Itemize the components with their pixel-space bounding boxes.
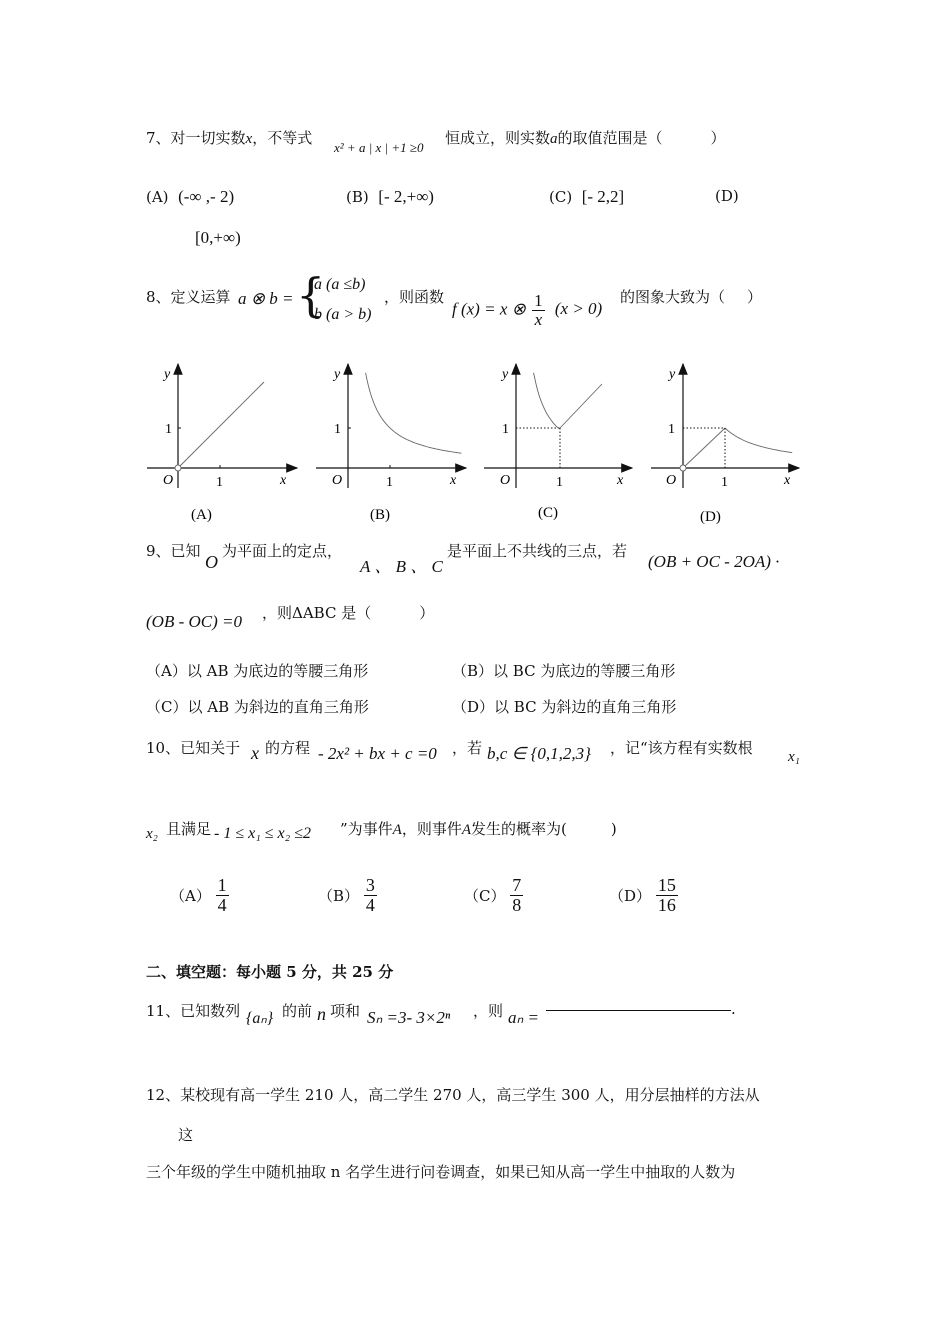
q10-close: ) [610, 820, 617, 838]
q11-var-n: n [317, 1004, 326, 1024]
graph-c-label: (C) [538, 505, 558, 521]
q8-graphs [0, 350, 950, 530]
q8-prefix: 8、定义运算 [146, 288, 231, 306]
q9-option-d-text: 以 BC 为斜边的直角三角形 [494, 698, 677, 716]
q10-x2: x₂ [146, 826, 158, 842]
q10-mid2: ，若 [452, 739, 483, 757]
graph-d-one-y: 1 [668, 422, 675, 437]
graph-c-y-label: y [502, 367, 509, 382]
q10-x1: x₁ [788, 749, 800, 765]
q7-var-x: x [245, 131, 253, 147]
q10-option-d-num: 15 [657, 875, 676, 895]
q10-event-a: A [392, 822, 402, 838]
q10-var-x: x [251, 743, 259, 763]
q9-expr1: (OB + OC - 2OA) · [648, 552, 780, 571]
q12-line2: 这 [178, 1126, 194, 1144]
q7-stem-end [445, 127, 726, 148]
q9-var-o: O [205, 552, 218, 572]
q10-option-a-num: 1 [217, 875, 227, 895]
q8-suffix-text: 的图象大致为（ [620, 288, 726, 306]
q7-option-b-label: (B) [346, 188, 369, 206]
q9-option-b[interactable] [452, 660, 675, 681]
q7-suffix-b: 的取值范围是（ [557, 129, 663, 147]
q8-case1: a (a ≤b) [314, 276, 366, 293]
q10-event-a-2: A [461, 822, 472, 838]
graph-a[interactable] [147, 364, 297, 523]
q7-option-c-text: [- 2,2] [581, 187, 625, 206]
q10-mid7: 发生的概率为( [471, 820, 567, 838]
q7-stem [146, 127, 312, 148]
q9-option-c[interactable] [146, 696, 369, 717]
q10-cond: - 1 ≤ x₁ ≤ x₂ ≤2 [214, 825, 311, 842]
q8-mid: ，则函数 [384, 288, 445, 306]
q10-option-d[interactable] [609, 876, 678, 915]
q9-expr2: (OB - OC) =0 [146, 612, 242, 631]
q9-option-a-label: （A） [146, 662, 187, 680]
q7-var-a: a [550, 131, 558, 147]
q10-option-c-frac [510, 876, 523, 915]
q7-close: ） [710, 129, 726, 147]
q9-option-c-text: 以 AB 为斜边的直角三角形 [187, 698, 369, 716]
q9-option-a-text: 以 AB 为底边的等腰三角形 [186, 662, 369, 680]
q7-suffix-a: 恒成立，则实数 [445, 129, 551, 147]
q7-option-a-text: (-∞ ,- 2) [178, 187, 235, 206]
q10-option-d-frac [656, 876, 678, 915]
graph-b-x-label: x [450, 473, 457, 488]
q8-frac-num: 1 [534, 291, 543, 310]
graph-a-one-y: 1 [165, 422, 172, 437]
graph-a-x-label: x [280, 473, 287, 488]
q10-option-b[interactable] [318, 876, 377, 915]
graph-d[interactable] [651, 364, 799, 525]
graph-c[interactable] [484, 364, 632, 521]
graph-c-origin: O [500, 473, 511, 488]
q10-option-b-label: （B） [318, 886, 360, 905]
q10-option-c-den: 8 [512, 894, 522, 915]
graph-d-origin: O [666, 473, 677, 488]
q8-frac-den: x [534, 309, 543, 329]
q8-frac [532, 292, 545, 329]
q9-mid2: 是平面上不共线的三点，若 [447, 542, 628, 560]
q9-option-d-label: （D） [452, 698, 495, 716]
q11-sum: Sₙ =3- 3×2ⁿ [367, 1008, 451, 1027]
q9-option-c-label: （C） [146, 698, 188, 716]
graph-a-origin: O [163, 473, 174, 488]
q7-option-b[interactable] [346, 187, 434, 207]
q10-option-a-den: 4 [217, 894, 227, 915]
q10-mid6: ，则事件 [401, 820, 462, 838]
graph-c-x-label: x [617, 473, 624, 488]
section-2-title: 二、填空题：每小题 5 分，共 25 分 [146, 963, 394, 981]
q10-mid5 [340, 818, 617, 839]
graph-a-label: (A) [191, 507, 212, 523]
q10-option-c-num: 7 [512, 875, 522, 895]
q9-option-a[interactable] [146, 660, 368, 681]
q8-func [452, 292, 602, 329]
graph-d-x-label: x [784, 473, 791, 488]
graph-d-label: (D) [700, 509, 721, 525]
graph-b-origin: O [332, 473, 343, 488]
graph-d-y-label: y [669, 367, 676, 382]
q10-option-d-label: （D） [609, 886, 652, 905]
q12-line1: 12、某校现有高一学生 210 人，高二学生 270 人，高三学生 300 人，用分层抽样的方法从 [146, 1086, 760, 1104]
q11-blank-line[interactable] [546, 1010, 731, 1011]
q11-mid2: 项和 [330, 1002, 361, 1020]
graph-b-one-x: 1 [386, 475, 393, 490]
q11-answer-blank[interactable] [546, 1000, 736, 1018]
q10-mid3: ，记“该方程有实数根 [610, 739, 753, 757]
q11-mid1: 的前 [282, 1002, 313, 1020]
q7-prefix: 7、对一切实数 [146, 129, 246, 147]
q9-close: ） [419, 604, 435, 622]
q10-option-b-frac [364, 876, 377, 915]
q10-mid4: 且满足 [166, 820, 212, 838]
q7-option-d-label: (D) [715, 187, 739, 205]
q7-option-b-text: [- 2,+∞) [378, 187, 434, 206]
q11-end: . [731, 1000, 736, 1018]
q10-option-a[interactable] [170, 876, 229, 915]
q7-option-d-text: [0,+∞) [195, 228, 241, 247]
q11-prefix: 11、已知数列 [146, 1002, 241, 1020]
q8-case2: b (a > b) [314, 306, 372, 323]
q7-option-a-label: (A) [146, 188, 169, 206]
q8-func-lhs: f (x) = x ⊗ [452, 299, 526, 319]
q10-mid1: 的方程 [265, 739, 311, 757]
q10-option-b-num: 3 [365, 875, 375, 895]
graph-b-y-label: y [334, 367, 341, 382]
q8-cond: (x > 0) [554, 299, 603, 319]
q8-operator: a ⊗ b = [238, 289, 294, 308]
q9-option-b-label: （B） [452, 662, 494, 680]
q9-mid3-text: ，则ΔABC 是（ [262, 604, 372, 622]
q10-set: b,c ∈ {0,1,2,3} [487, 744, 591, 763]
q10-prefix: 10、已知关于 [146, 739, 241, 757]
graph-b[interactable] [316, 364, 466, 523]
graph-c-one-x: 1 [556, 475, 563, 490]
q12-line3: 三个年级的学生中随机抽取 n 名学生进行问卷调查，如果已知从高一学生中抽取的人数为 [146, 1163, 736, 1181]
q7-option-c-label: (C) [549, 188, 573, 206]
q7-mid: ，不等式 [252, 129, 313, 147]
q10-option-d-den: 16 [657, 894, 676, 915]
graph-a-y-label: y [164, 367, 171, 382]
q11-an: aₙ = [508, 1008, 539, 1027]
q7-inequality: x² + a | x | +1 ≥0 [334, 140, 424, 155]
q9-prefix: 9、已知 [146, 542, 201, 560]
q9-option-d[interactable] [452, 696, 676, 717]
q10-option-a-frac [216, 876, 229, 915]
q11-mid3: ，则 [473, 1002, 504, 1020]
q7-option-d[interactable] [715, 187, 739, 205]
q10-option-c-label: （C） [464, 886, 506, 905]
q10-equation: - 2x² + bx + c =0 [318, 744, 437, 763]
q9-points: A 、 B 、 C [360, 557, 443, 576]
q9-mid1: 为平面上的定点， [222, 542, 343, 560]
q8-suffix [620, 286, 762, 307]
q10-option-c[interactable] [464, 876, 523, 915]
q10-option-b-den: 4 [365, 894, 375, 915]
q7-option-a[interactable] [146, 187, 234, 207]
q7-option-c[interactable] [549, 187, 624, 207]
graph-b-one-y: 1 [334, 422, 341, 437]
q8-close: ） [747, 288, 763, 306]
q9-option-b-text: 以 BC 为底边的等腰三角形 [493, 662, 676, 680]
graph-a-one-x: 1 [216, 475, 223, 490]
graph-c-one-y: 1 [502, 422, 509, 437]
q8-brace: { [296, 268, 326, 322]
q11-seq: {aₙ} [246, 1010, 274, 1027]
graph-d-one-x: 1 [721, 475, 728, 490]
q10-mid5-text: ”为事件 [340, 820, 393, 838]
q9-mid3 [262, 602, 434, 623]
graph-b-label: (B) [370, 507, 390, 523]
q10-option-a-label: （A） [170, 886, 211, 905]
